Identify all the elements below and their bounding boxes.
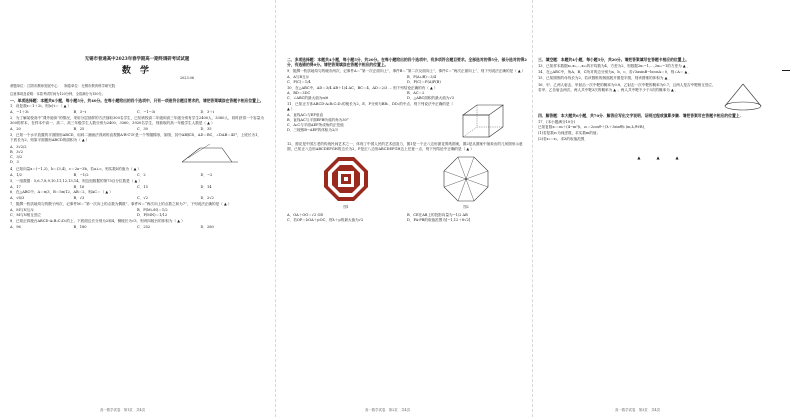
option: C．P(C)＝1/4 — [287, 79, 311, 84]
question-5: 5．一组数据：5,6,7,8,9,10,11,12,13,14，则这组数据的第75百分位数是（ ▲ ） — [10, 178, 142, 183]
option: B．AC＝2 — [407, 91, 425, 96]
question-10: 10．在△ABC中，AD＝3/4 AB＋1/4 AC，BC＝4，AD＝2/3 ... 则下列结论正确的有（ ▲ ） — [287, 85, 438, 90]
option: D．14 — [200, 184, 212, 189]
option: B．3√2 — [10, 149, 24, 154]
question-13: 13．已知样本数据x₁,x₂,…,x₁₀的平均数为4，方差为2，则数据2x₁−1,…,2x₁₀−1的方差为 ▲ ． — [538, 63, 691, 68]
question-12-options — [287, 213, 527, 223]
figure-caption: 图2 — [463, 204, 469, 209]
option: A．3√2/2 — [10, 144, 27, 149]
option: C．30 — [137, 127, 148, 132]
question-5-options — [10, 185, 264, 190]
option: B．−1/2 — [73, 172, 89, 177]
page-3 — [538, 10, 778, 403]
question-10-options — [287, 91, 527, 101]
question-8: 8．已知正四棱台ABCD-A₁B₁C₁D₁的上、下底面边长分别为2和4，侧棱长为√3，则该四棱台的体积为（ ▲ ） — [10, 218, 185, 223]
option: D．三棱锥B−AEF的体积为2/3 — [287, 127, 338, 132]
section-heading: 二、多项选择题：本题共4小题，每小题5分，共20分。在每小题给出的四个选项中，有多项符合题目要求。全部选对的得5分，部分选对的得2分，有选错的得0分。请把答案填涂在答题卡相应的位置上。 — [287, 57, 527, 67]
option: B．16 — [73, 184, 85, 189]
cube-figure — [455, 101, 515, 141]
question-2: 2．为了解某校高中“课外阅读”的情况，采用分层抽样的方法抽取300名学生，已知该校高二年级和高三年级分别有学生2400人、3360人，同时获得一个容量为300的样本，在样本中高一、高二、高三年级学生人数分别为2400、3360、3920名学生，则抽取的高一年级学生人数是（ ▲ ） — [10, 116, 264, 126]
question-17: 17．(本小题满分10分) — [538, 119, 576, 124]
option: C．252 — [137, 224, 151, 229]
question-3-block — [10, 144, 264, 166]
question-17-body: 已知复数z₁＝m＋(4−m²)i，z₂＝2cosθ＋(λ＋3sinθ)i (m,λ,θ∈R)． — [538, 125, 648, 130]
octagon-figure — [440, 155, 492, 203]
question-11-block — [287, 101, 527, 141]
page-footer: 高一数学试卷 第1页 共4页 — [100, 408, 146, 412]
question-6: 6．在△ABC中，A＝π/3，B＝5π/12，AB＝2，则AC＝（ ▲ ） — [10, 190, 113, 195]
option: D．35 — [200, 127, 212, 132]
column-divider — [532, 0, 533, 417]
option: D．280 — [200, 224, 214, 229]
notes: 注意事项及说明：本卷考试时间为120分钟，全卷满分为150分。 — [10, 91, 106, 96]
section-heading: 一、单项选择题：本题共8小题，每小题5分，共40分。在每小题给出的四个选项中，只有一项是符合题目要求的，请把答案填涂在答题卡相应位置上。 — [10, 97, 264, 103]
option: D．2√2 — [200, 196, 214, 201]
question-3-options — [10, 145, 180, 165]
question-3: 3．已知一个水平放置的平面图形ABCD，用斜二测画法得到的直观图A'B'C'D'是一个等腰梯形，如图，其中AB∥CD，AD＝BC，∠DAB＝45°，上底长为1，下底长为2，则原平面图形ABCD的面积为（ ▲ ） — [10, 132, 261, 142]
question-15: 15．已知圆锥的母线长为2，若该圆锥的侧面展开图是半圆，则该圆锥的体积为 ▲ ． — [538, 75, 673, 80]
option: B．25 — [73, 127, 85, 132]
option: C．∠ABC的最大值为π/6 — [287, 96, 329, 101]
column-divider — [275, 0, 276, 417]
figure-caption: 图1 — [343, 204, 349, 209]
question-12: 12．窗花是中国古老的传统民间艺术之一，体现了中国人民的艺术创造力，图1是一个正八边形窗花剪纸图案，图2是从图案中抽象出的几何图形示意图，已知正八边形ABCDEFGH的边长为2，P是正八边形ABCDEFGH边上任意一点，则下列结论中正确的是（ ▲ ） — [287, 142, 523, 152]
option: B．P(M∪N)＝1/2 — [137, 208, 168, 213]
option: C．若OP＝λOA＋μOC，则λ＋μ的最大值为√2 — [287, 217, 364, 222]
question-11: 11．已知正方体ABCD-A₁B₁C₁D₁的棱长为2，E、F分别为BB₁、DD₁的中点，则下列说法中正确的是（ ▲ ） — [287, 102, 454, 112]
option: C．15 — [137, 184, 148, 189]
margin-mark — [782, 70, 790, 71]
option: B．√3 — [73, 196, 85, 201]
page-title: 数 学 — [121, 65, 153, 76]
page-footer: 高一数学试卷 第3页 共4页 — [615, 408, 661, 412]
option: A．A与B互斥 — [287, 74, 310, 79]
question-6-options — [10, 196, 264, 201]
question-11-text — [287, 101, 455, 141]
question-16: 16．甲、乙两人射击，甲射击一次中靶的概率为0.8，乙射击一次中靶的概率为0.7，且两人是否中靶相互独立，若甲、乙各射击两次，两人共中靶3次的概率为 ▲ ；两人共中靶不少于3次的概率为 ▲ ． — [538, 82, 716, 92]
section-heading: 四、解答题：本大题共6小题，共70分．解答应写出文字说明、证明过程或演算步骤．请把答案写在答题卡相应的位置上． — [538, 112, 744, 118]
exam-date: 2023.06 — [179, 75, 194, 80]
option: C．2 — [137, 172, 146, 177]
option: C．3/2 — [10, 154, 23, 159]
option: A．1/2 — [10, 172, 22, 177]
option: D．△ABC面积的最大值为√3 — [407, 96, 455, 101]
option: B．3−i — [73, 110, 87, 115]
option: C．A₁C与平面AEF所成角的正弦值 — [287, 122, 344, 127]
question-17-part-1: (1)若复数z₁为纯虚数，求实数m的值； — [538, 131, 601, 136]
question-2-options — [10, 127, 264, 132]
option: A．OA＋OG＝√2 OD — [287, 212, 324, 217]
option: A．20 — [10, 127, 21, 132]
trapezoid-figure — [180, 144, 240, 166]
option: A．直线AC₁与EF垂直 — [287, 113, 324, 118]
option: A．17 — [10, 184, 21, 189]
option: A．96 — [10, 224, 21, 229]
organizers: 命题单位：江阴市教师发展中心 制卷单位：无锡市教育科学研究院 — [10, 83, 116, 88]
page-2 — [287, 10, 527, 403]
option: D．3＋i — [200, 110, 215, 115]
option: B．P(A∪B)＝3/4 — [407, 74, 437, 79]
option: D．P(C)＝P(A)P(B) — [407, 79, 441, 84]
option: C．√2 — [137, 196, 148, 201]
question-17-part-2: (2)若z₁＝z₂，求λ的取值范围． — [538, 137, 588, 142]
option: C．M与N相互独立 — [10, 213, 42, 218]
option: B．180 — [73, 224, 87, 229]
option: D．3 — [10, 159, 19, 164]
question-12-figures — [287, 155, 527, 210]
exam-header: 无锡市普通高中2023年春学期高一期终调研考试试题 — [84, 57, 190, 62]
question-4-options — [10, 173, 264, 178]
page-1 — [10, 10, 264, 403]
question-9-options — [287, 75, 527, 85]
section-heading: 三、填空题：本题共4小题，每小题5分，共20分。请把答案填写在答题卡相应的位置上。 — [538, 57, 690, 62]
option: B．直线AC与平面EFB所成的角为30° — [287, 117, 349, 122]
question-1: 1．设复数z＝1＋2i，则|z|·i＝（ ▲ ） — [10, 104, 72, 109]
question-4: 4．已知向量a＝(−1,2)，b＝(3,4)，c＝2a−3b，若a⊥c，则实数λ的值为（ ▲ ） — [10, 166, 142, 171]
option: D．PA·PB的取值范围为[−1,12＋8√2] — [407, 217, 471, 222]
option: B．CE在AB上的投影向量为−1/2 AB — [407, 212, 468, 217]
cone-figure — [718, 82, 768, 112]
figure-2 — [440, 155, 492, 210]
option: D．P(MN)＝1/12 — [137, 213, 168, 218]
question-14: 14．在△ABC中，角A，B，C所对的边分别为a，b，c，若√3asinB−bcosA＝0，则∠A＝ ▲ ． — [538, 69, 693, 74]
question-7: 7．抛掷一枚质地均匀的骰子两次，记事件M＝“第一次向上的点数为偶数”，事件N＝“两次向上的点数之和为7”，下列说法正确的是（ ▲ ） — [10, 202, 232, 207]
option: A．√6/3 — [10, 196, 25, 201]
page-footer: 高一数学试卷 第2页 共4页 — [365, 408, 411, 412]
option: C．−1−3i — [137, 110, 156, 115]
option: A．−1＋3i — [10, 110, 29, 115]
figure-1 — [322, 155, 370, 210]
window-flower-figure — [322, 155, 370, 203]
question-16-block — [538, 82, 778, 112]
option: A．M与N互斥 — [10, 208, 34, 213]
option: D．−2 — [200, 172, 213, 177]
answer-marks: ▲ ▲ ▲ — [637, 155, 679, 161]
question-9: 9．抛掷一枚质地均匀的硬币两次，记事件A＝“第一次正面向上”，事件B＝“第二次反面向上”，事件C＝“两次正面向上”，则下列说法正确的是（ ▲ ） — [287, 68, 526, 73]
option: A．BD＝3DC — [287, 91, 311, 96]
question-1-options — [10, 110, 264, 115]
question-7-options — [10, 208, 264, 218]
question-8-options — [10, 225, 264, 230]
